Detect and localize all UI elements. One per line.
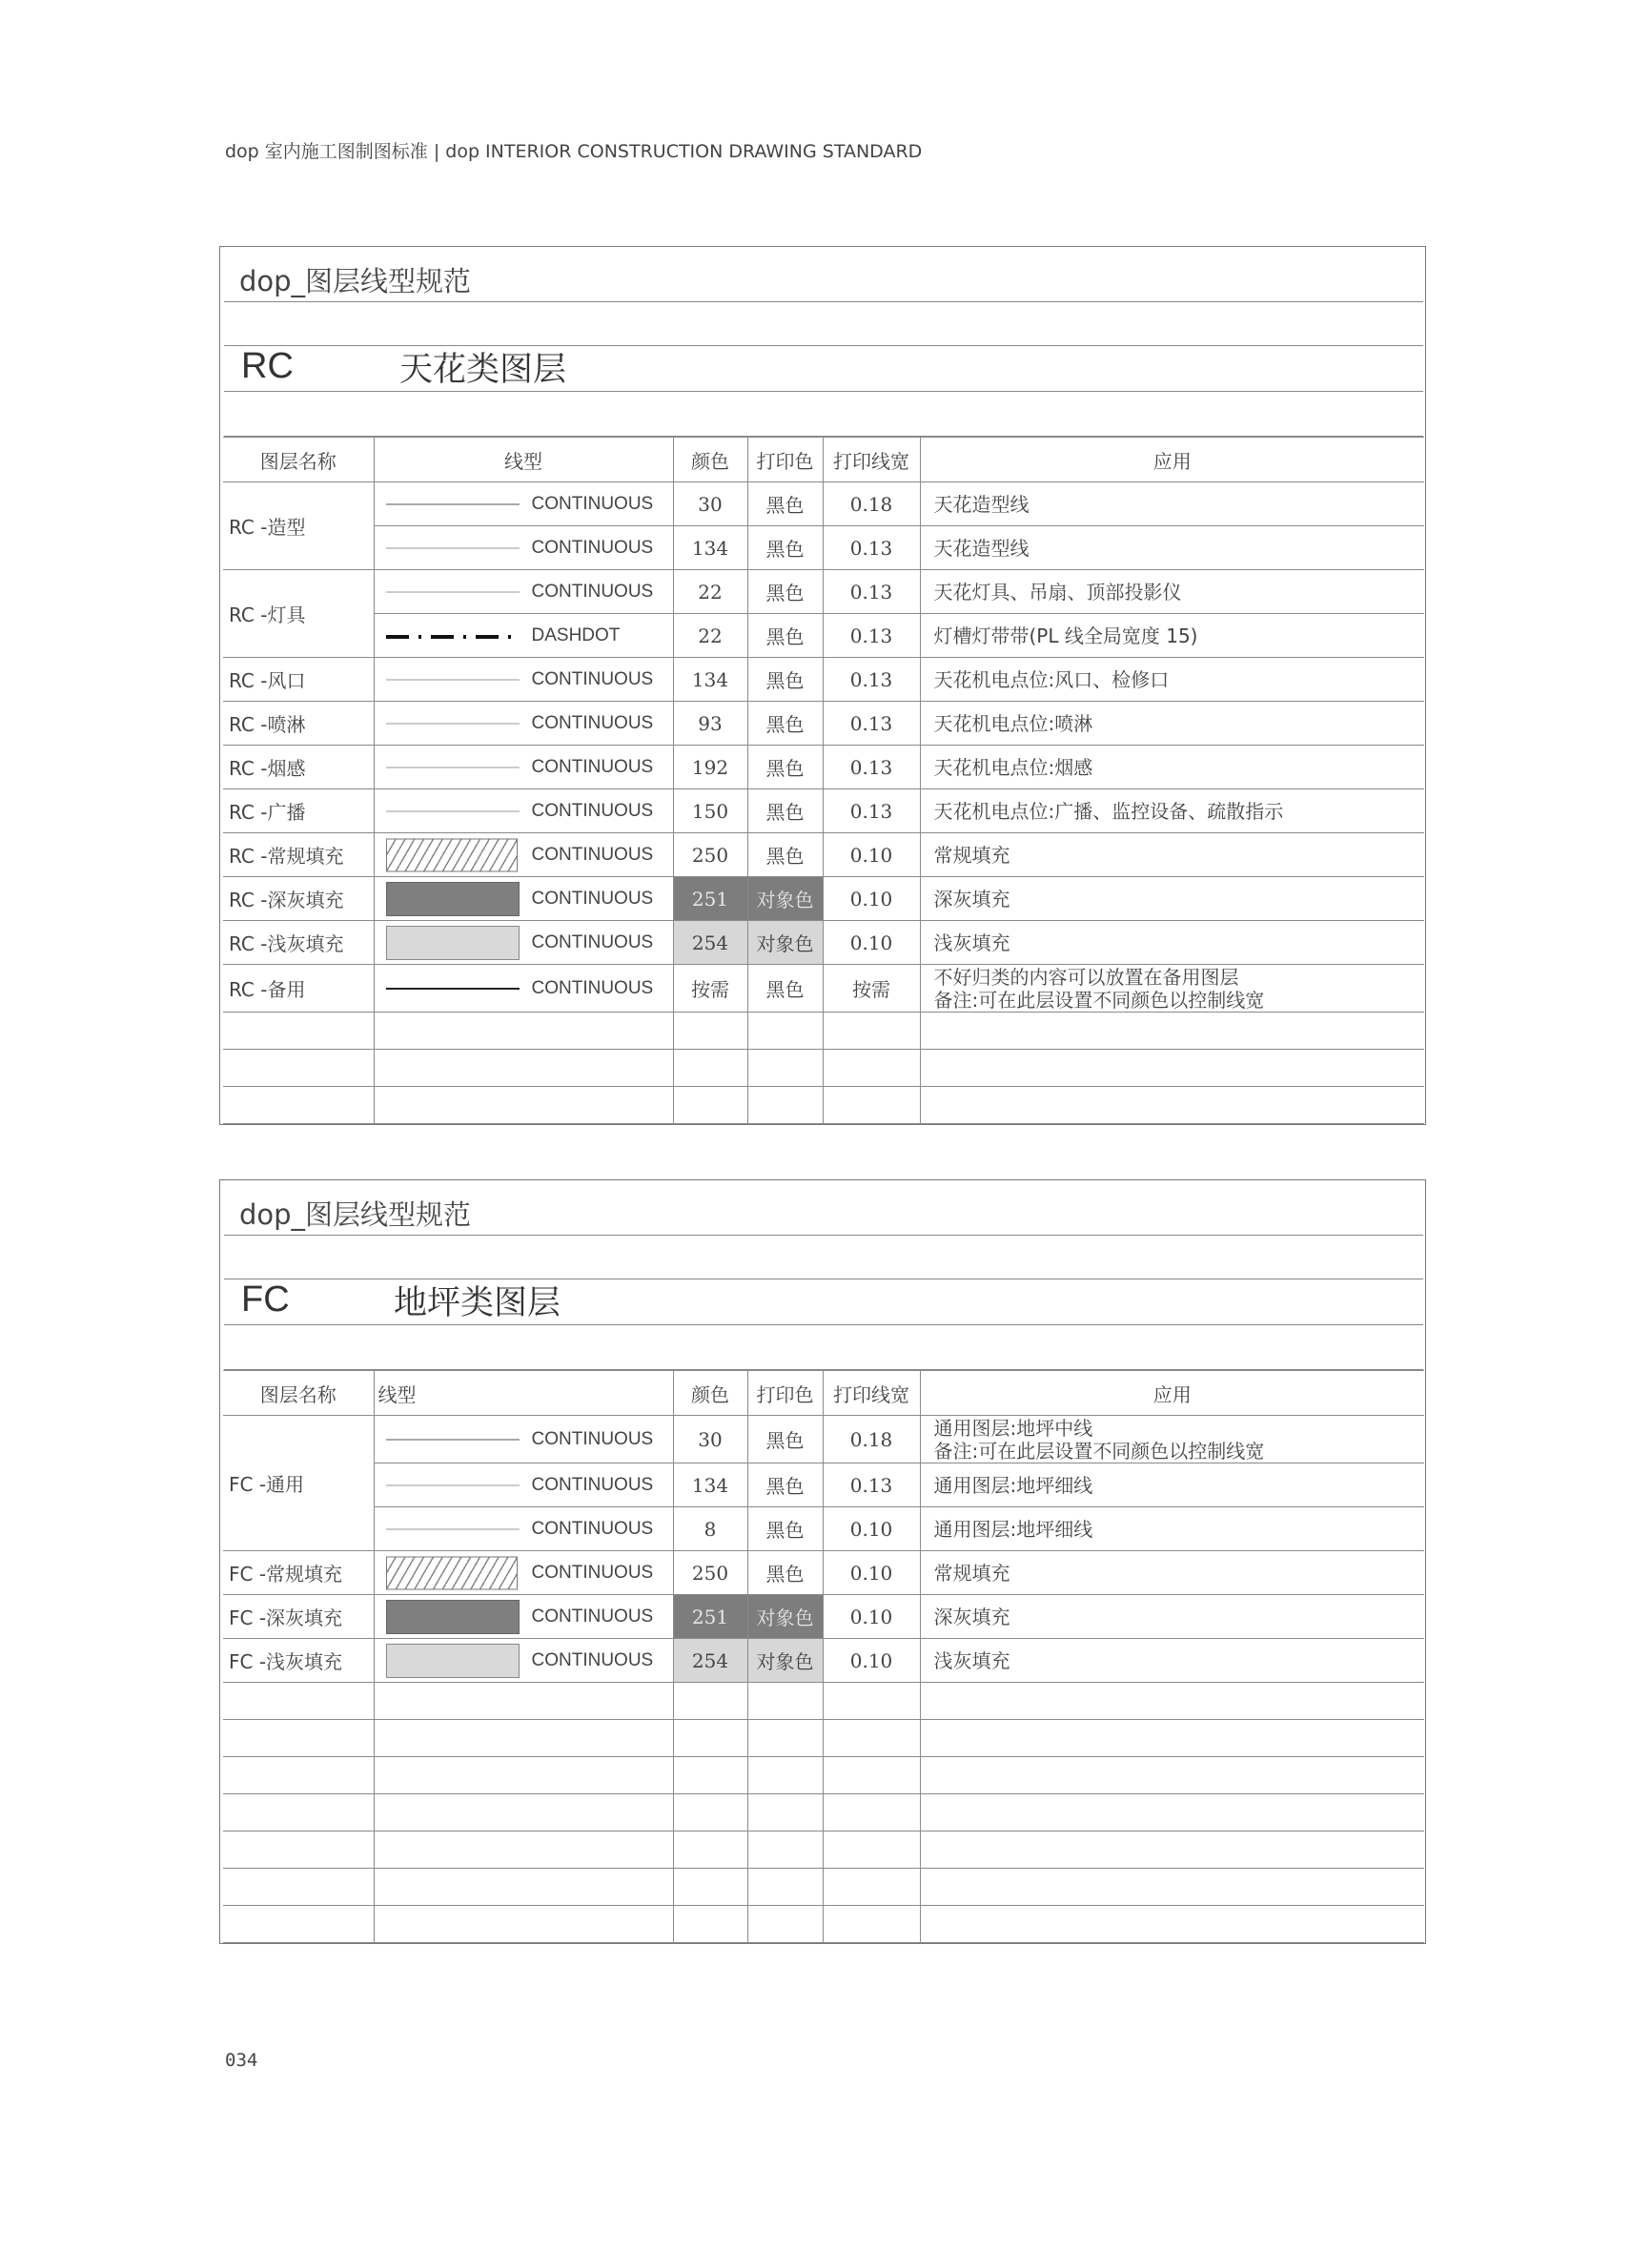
application <box>920 1595 1424 1639</box>
layer-row <box>223 833 1424 877</box>
empty-cell <box>673 1869 747 1906</box>
empty-cell <box>747 1683 823 1720</box>
empty-cell <box>920 1683 1424 1720</box>
empty-cell <box>223 1757 374 1794</box>
empty-cell <box>223 1831 374 1869</box>
empty-cell <box>920 1794 1424 1831</box>
print-lineweight: 0.10 <box>823 877 920 921</box>
empty-cell <box>823 1720 920 1757</box>
empty-cell <box>823 1087 920 1124</box>
layer-row <box>223 482 1424 526</box>
empty-cell <box>920 1906 1424 1943</box>
empty-cell <box>920 1831 1424 1869</box>
color-index: 8 <box>673 1507 747 1551</box>
empty-cell <box>374 1720 673 1757</box>
print-lineweight: 0.10 <box>823 833 920 877</box>
empty-cell <box>823 1794 920 1831</box>
spacer-row <box>224 392 1423 437</box>
layer-row <box>223 746 1424 789</box>
empty-cell <box>673 1013 747 1050</box>
color-index: 251 <box>673 877 747 921</box>
column-header: 打印色 <box>747 1371 823 1416</box>
print-color: 黑色 <box>747 526 823 570</box>
standard-title-row <box>224 1180 1423 1236</box>
empty-cell <box>823 1869 920 1906</box>
linetype-sample-fill-hatch <box>386 1556 518 1589</box>
layer-row <box>223 877 1424 921</box>
column-header: 打印线宽 <box>823 1371 920 1416</box>
linetype-label: CONTINUOUS <box>531 977 654 998</box>
page-number: 034 <box>225 2050 258 2071</box>
application <box>920 746 1424 789</box>
empty-cell <box>747 1831 823 1869</box>
linetype-sample-line-thin <box>386 723 520 724</box>
empty-cell <box>673 1906 747 1943</box>
layer-row <box>223 1507 1424 1551</box>
empty-cell <box>223 1013 374 1050</box>
empty-cell <box>747 1794 823 1831</box>
column-header: 打印色 <box>747 438 823 482</box>
layer-name: FC -常规填充 <box>223 1551 374 1595</box>
print-color: 黑色 <box>747 1507 823 1551</box>
empty-cell <box>747 1869 823 1906</box>
application <box>920 1507 1424 1551</box>
linetype-label: CONTINUOUS <box>531 756 654 777</box>
category-code: RC <box>241 346 294 386</box>
empty-cell <box>747 1013 823 1050</box>
linetype-label: CONTINUOUS <box>531 888 654 909</box>
application-text: 常规填充 <box>933 1561 1010 1585</box>
linetype-cell <box>374 1463 673 1507</box>
column-header: 图层名称 <box>223 438 374 482</box>
empty-cell <box>223 1683 374 1720</box>
empty-cell <box>747 1906 823 1943</box>
print-color: 对象色 <box>747 877 823 921</box>
empty-cell <box>920 1757 1424 1794</box>
linetype-label: CONTINUOUS <box>531 493 654 514</box>
empty-cell <box>374 1794 673 1831</box>
linetype-label: CONTINUOUS <box>531 1606 654 1627</box>
empty-cell <box>374 1087 673 1124</box>
print-color: 对象色 <box>747 1639 823 1683</box>
layer-name: RC -灯具 <box>223 570 374 658</box>
layer-row <box>223 1639 1424 1683</box>
empty-cell <box>374 1757 673 1794</box>
linetype-cell <box>374 1416 673 1463</box>
application <box>920 570 1424 614</box>
column-header: 颜色 <box>673 438 747 482</box>
category-code: FC <box>241 1279 290 1320</box>
application <box>920 965 1424 1013</box>
application <box>920 1416 1424 1463</box>
empty-cell <box>223 1869 374 1906</box>
linetype-label: CONTINUOUS <box>531 668 654 689</box>
print-color: 黑色 <box>747 570 823 614</box>
empty-cell <box>920 1869 1424 1906</box>
color-index: 22 <box>673 570 747 614</box>
print-color: 黑色 <box>747 789 823 833</box>
application <box>920 1639 1424 1683</box>
empty-cell <box>374 1869 673 1906</box>
linetype-sample-line-thin <box>386 547 520 548</box>
linetype-cell <box>374 614 673 658</box>
empty-cell <box>374 1831 673 1869</box>
layer-row <box>223 965 1424 1013</box>
layer-table <box>223 1370 1424 1943</box>
color-index: 250 <box>673 1551 747 1595</box>
empty-cell <box>673 1087 747 1124</box>
print-color: 对象色 <box>747 1595 823 1639</box>
color-index: 250 <box>673 833 747 877</box>
empty-row <box>223 1720 1424 1757</box>
application <box>920 482 1424 526</box>
color-index: 254 <box>673 921 747 965</box>
linetype-label: CONTINUOUS <box>531 800 654 821</box>
category-row <box>224 346 1423 392</box>
empty-cell <box>823 1013 920 1050</box>
linetype-label: CONTINUOUS <box>531 537 654 558</box>
layer-row <box>223 789 1424 833</box>
application-text: 通用图层:地坪细线 <box>933 1517 1093 1541</box>
application <box>920 614 1424 658</box>
layer-name: FC -通用 <box>223 1416 374 1551</box>
application <box>920 877 1424 921</box>
empty-cell <box>374 1906 673 1943</box>
linetype-cell <box>374 921 673 965</box>
layer-row <box>223 614 1424 658</box>
empty-row <box>223 1013 1424 1050</box>
linetype-cell <box>374 570 673 614</box>
column-header: 图层名称 <box>223 1371 374 1416</box>
empty-cell <box>673 1683 747 1720</box>
linetype-sample-line-thin <box>386 591 520 592</box>
empty-cell <box>374 1013 673 1050</box>
column-header: 应用 <box>920 1371 1424 1416</box>
empty-cell <box>673 1831 747 1869</box>
linetype-label: CONTINUOUS <box>531 931 654 952</box>
empty-cell <box>920 1013 1424 1050</box>
linetype-label: CONTINUOUS <box>531 844 654 865</box>
spacer-row <box>224 1236 1423 1279</box>
empty-row <box>223 1906 1424 1943</box>
linetype-label: DASHDOT <box>531 624 621 645</box>
application <box>920 1551 1424 1595</box>
linetype-cell <box>374 702 673 746</box>
print-lineweight: 0.10 <box>823 1551 920 1595</box>
empty-cell <box>223 1794 374 1831</box>
application <box>920 833 1424 877</box>
application-text: 通用图层:地坪细线 <box>933 1473 1093 1497</box>
column-header: 颜色 <box>673 1371 747 1416</box>
linetype-label: CONTINUOUS <box>531 1474 654 1495</box>
empty-row <box>223 1050 1424 1087</box>
print-color: 黑色 <box>747 614 823 658</box>
color-index: 93 <box>673 702 747 746</box>
empty-cell <box>823 1683 920 1720</box>
print-color: 黑色 <box>747 702 823 746</box>
linetype-sample-fill-dark <box>386 882 520 916</box>
spacer-row <box>224 1325 1423 1370</box>
application-text: 天花造型线 <box>933 536 1030 560</box>
application-text: 天花灯具、吊扇、顶部投影仪 <box>933 580 1182 604</box>
print-lineweight: 按需 <box>823 965 920 1013</box>
column-header: 线型 <box>374 1371 673 1416</box>
layer-row <box>223 1595 1424 1639</box>
empty-cell <box>747 1757 823 1794</box>
category-row <box>224 1279 1423 1325</box>
empty-row <box>223 1087 1424 1124</box>
color-index: 按需 <box>673 965 747 1013</box>
linetype-sample-fill-light <box>386 926 520 960</box>
linetype-sample-line-thin <box>386 679 520 680</box>
print-lineweight: 0.13 <box>823 1463 920 1507</box>
application-text: 天花机电点位:广播、监控设备、疏散指示 <box>933 799 1284 823</box>
layer-row <box>223 1416 1424 1463</box>
print-lineweight: 0.13 <box>823 789 920 833</box>
layer-row <box>223 921 1424 965</box>
empty-cell <box>823 1757 920 1794</box>
linetype-label: CONTINUOUS <box>531 1428 654 1449</box>
empty-cell <box>223 1720 374 1757</box>
layer-name: RC -深灰填充 <box>223 877 374 921</box>
layer-name: RC -浅灰填充 <box>223 921 374 965</box>
linetype-sample-fill-hatch <box>386 838 518 871</box>
empty-cell <box>747 1720 823 1757</box>
layer-row <box>223 570 1424 614</box>
layer-row <box>223 526 1424 570</box>
empty-cell <box>823 1050 920 1087</box>
spacer-row <box>224 302 1423 346</box>
layer-table <box>223 437 1424 1124</box>
color-index: 134 <box>673 1463 747 1507</box>
application <box>920 921 1424 965</box>
linetype-label: CONTINUOUS <box>531 712 654 733</box>
print-color: 黑色 <box>747 1463 823 1507</box>
standard-title: dop_图层线型规范 <box>239 1198 472 1231</box>
category-name: 地坪类图层 <box>394 1284 561 1322</box>
print-color: 黑色 <box>747 482 823 526</box>
empty-cell <box>747 1087 823 1124</box>
layer-name: RC -广播 <box>223 789 374 833</box>
linetype-label: CONTINUOUS <box>531 1518 654 1539</box>
print-lineweight: 0.13 <box>823 702 920 746</box>
color-index: 134 <box>673 526 747 570</box>
application-text: 常规填充 <box>933 843 1010 867</box>
application-text: 灯槽灯带带(PL 线全局宽度 15) <box>933 624 1198 647</box>
color-index: 150 <box>673 789 747 833</box>
empty-cell <box>223 1050 374 1087</box>
empty-cell <box>823 1831 920 1869</box>
empty-cell <box>673 1050 747 1087</box>
application-text: 浅灰填充 <box>933 1648 1010 1672</box>
linetype-cell <box>374 789 673 833</box>
print-color: 黑色 <box>747 965 823 1013</box>
standard-title: dop_图层线型规范 <box>239 265 472 297</box>
application <box>920 702 1424 746</box>
empty-cell <box>920 1087 1424 1124</box>
color-index: 30 <box>673 1416 747 1463</box>
print-lineweight: 0.13 <box>823 746 920 789</box>
linetype-sample-line-thin <box>386 1484 520 1485</box>
linetype-label: CONTINUOUS <box>531 581 654 602</box>
application-text: 深灰填充 <box>933 887 1010 911</box>
empty-row <box>223 1757 1424 1794</box>
application <box>920 526 1424 570</box>
linetype-cell <box>374 1551 673 1595</box>
linetype-cell <box>374 526 673 570</box>
empty-row <box>223 1869 1424 1906</box>
application-text: 天花机电点位:烟感 <box>933 755 1093 779</box>
layer-name: RC -风口 <box>223 658 374 702</box>
color-index: 254 <box>673 1639 747 1683</box>
layer-name: RC -烟感 <box>223 746 374 789</box>
empty-cell <box>223 1906 374 1943</box>
layer-name: RC -喷淋 <box>223 702 374 746</box>
layer-standard-panel-fc <box>219 1179 1426 1944</box>
print-color: 对象色 <box>747 921 823 965</box>
linetype-sample-dashdot <box>386 633 520 639</box>
linetype-cell <box>374 482 673 526</box>
color-index: 192 <box>673 746 747 789</box>
standard-title-row <box>224 247 1423 302</box>
column-header: 打印线宽 <box>823 438 920 482</box>
print-lineweight: 0.13 <box>823 614 920 658</box>
category-name: 天花类图层 <box>399 351 567 389</box>
empty-row <box>223 1683 1424 1720</box>
print-lineweight: 0.10 <box>823 1507 920 1551</box>
color-index: 251 <box>673 1595 747 1639</box>
linetype-sample-fill-dark <box>386 1600 520 1634</box>
linetype-cell <box>374 1507 673 1551</box>
application-text: 不好归类的内容可以放置在备用图层 <box>933 965 1239 989</box>
empty-cell <box>374 1683 673 1720</box>
application-text: 浅灰填充 <box>933 931 1010 954</box>
print-lineweight: 0.18 <box>823 1416 920 1463</box>
layer-name: RC -造型 <box>223 482 374 570</box>
layer-standard-panel-rc <box>219 246 1426 1125</box>
print-lineweight: 0.13 <box>823 570 920 614</box>
application <box>920 658 1424 702</box>
linetype-cell <box>374 1595 673 1639</box>
linetype-label: CONTINUOUS <box>531 1562 654 1583</box>
linetype-sample-fill-light <box>386 1644 520 1678</box>
layer-row <box>223 658 1424 702</box>
empty-cell <box>823 1906 920 1943</box>
application-note: 备注:可在此层设置不同颜色以控制线宽 <box>933 988 1265 1012</box>
linetype-cell <box>374 877 673 921</box>
linetype-label: CONTINUOUS <box>531 1649 654 1670</box>
empty-row <box>223 1831 1424 1869</box>
empty-cell <box>920 1050 1424 1087</box>
linetype-sample-line-thin <box>386 1528 520 1529</box>
empty-cell <box>374 1050 673 1087</box>
print-lineweight: 0.10 <box>823 1595 920 1639</box>
layer-row <box>223 702 1424 746</box>
column-header: 线型 <box>374 438 673 482</box>
application-text: 深灰填充 <box>933 1605 1010 1628</box>
empty-cell <box>747 1050 823 1087</box>
table-header-row <box>223 1371 1424 1416</box>
print-color: 黑色 <box>747 746 823 789</box>
linetype-cell <box>374 746 673 789</box>
print-color: 黑色 <box>747 658 823 702</box>
linetype-cell <box>374 965 673 1013</box>
print-lineweight: 0.13 <box>823 526 920 570</box>
application-text: 天花机电点位:喷淋 <box>933 711 1093 735</box>
linetype-sample-line-thin <box>386 810 520 811</box>
layer-name: FC -浅灰填充 <box>223 1639 374 1683</box>
application-text: 天花机电点位:风口、检修口 <box>933 667 1170 691</box>
empty-cell <box>673 1757 747 1794</box>
application-text: 天花造型线 <box>933 492 1030 516</box>
linetype-cell <box>374 833 673 877</box>
application <box>920 789 1424 833</box>
linetype-sample-line-med <box>386 1439 520 1440</box>
linetype-cell <box>374 658 673 702</box>
print-color: 黑色 <box>747 833 823 877</box>
column-header: 应用 <box>920 438 1424 482</box>
color-index: 30 <box>673 482 747 526</box>
linetype-sample-line-med <box>386 503 520 504</box>
print-lineweight: 0.18 <box>823 482 920 526</box>
layer-row <box>223 1551 1424 1595</box>
print-color: 黑色 <box>747 1551 823 1595</box>
layer-name: RC -常规填充 <box>223 833 374 877</box>
empty-cell <box>223 1087 374 1124</box>
application <box>920 1463 1424 1507</box>
layer-name: RC -备用 <box>223 965 374 1013</box>
print-color: 黑色 <box>747 1416 823 1463</box>
linetype-cell <box>374 1639 673 1683</box>
empty-cell <box>673 1720 747 1757</box>
linetype-sample-line-thick <box>386 988 520 990</box>
print-lineweight: 0.10 <box>823 921 920 965</box>
application-note: 备注:可在此层设置不同颜色以控制线宽 <box>933 1439 1265 1463</box>
empty-cell <box>673 1794 747 1831</box>
print-lineweight: 0.10 <box>823 1639 920 1683</box>
empty-row <box>223 1794 1424 1831</box>
table-header-row <box>223 438 1424 482</box>
color-index: 134 <box>673 658 747 702</box>
empty-cell <box>920 1720 1424 1757</box>
print-lineweight: 0.13 <box>823 658 920 702</box>
layer-name: FC -深灰填充 <box>223 1595 374 1639</box>
page-header: dop 室内施工图制图标准 | dop INTERIOR CONSTRUCTION DRAWING STANDARD <box>225 141 923 162</box>
application-text: 通用图层:地坪中线 <box>933 1416 1093 1440</box>
color-index: 22 <box>673 614 747 658</box>
layer-row <box>223 1463 1424 1507</box>
